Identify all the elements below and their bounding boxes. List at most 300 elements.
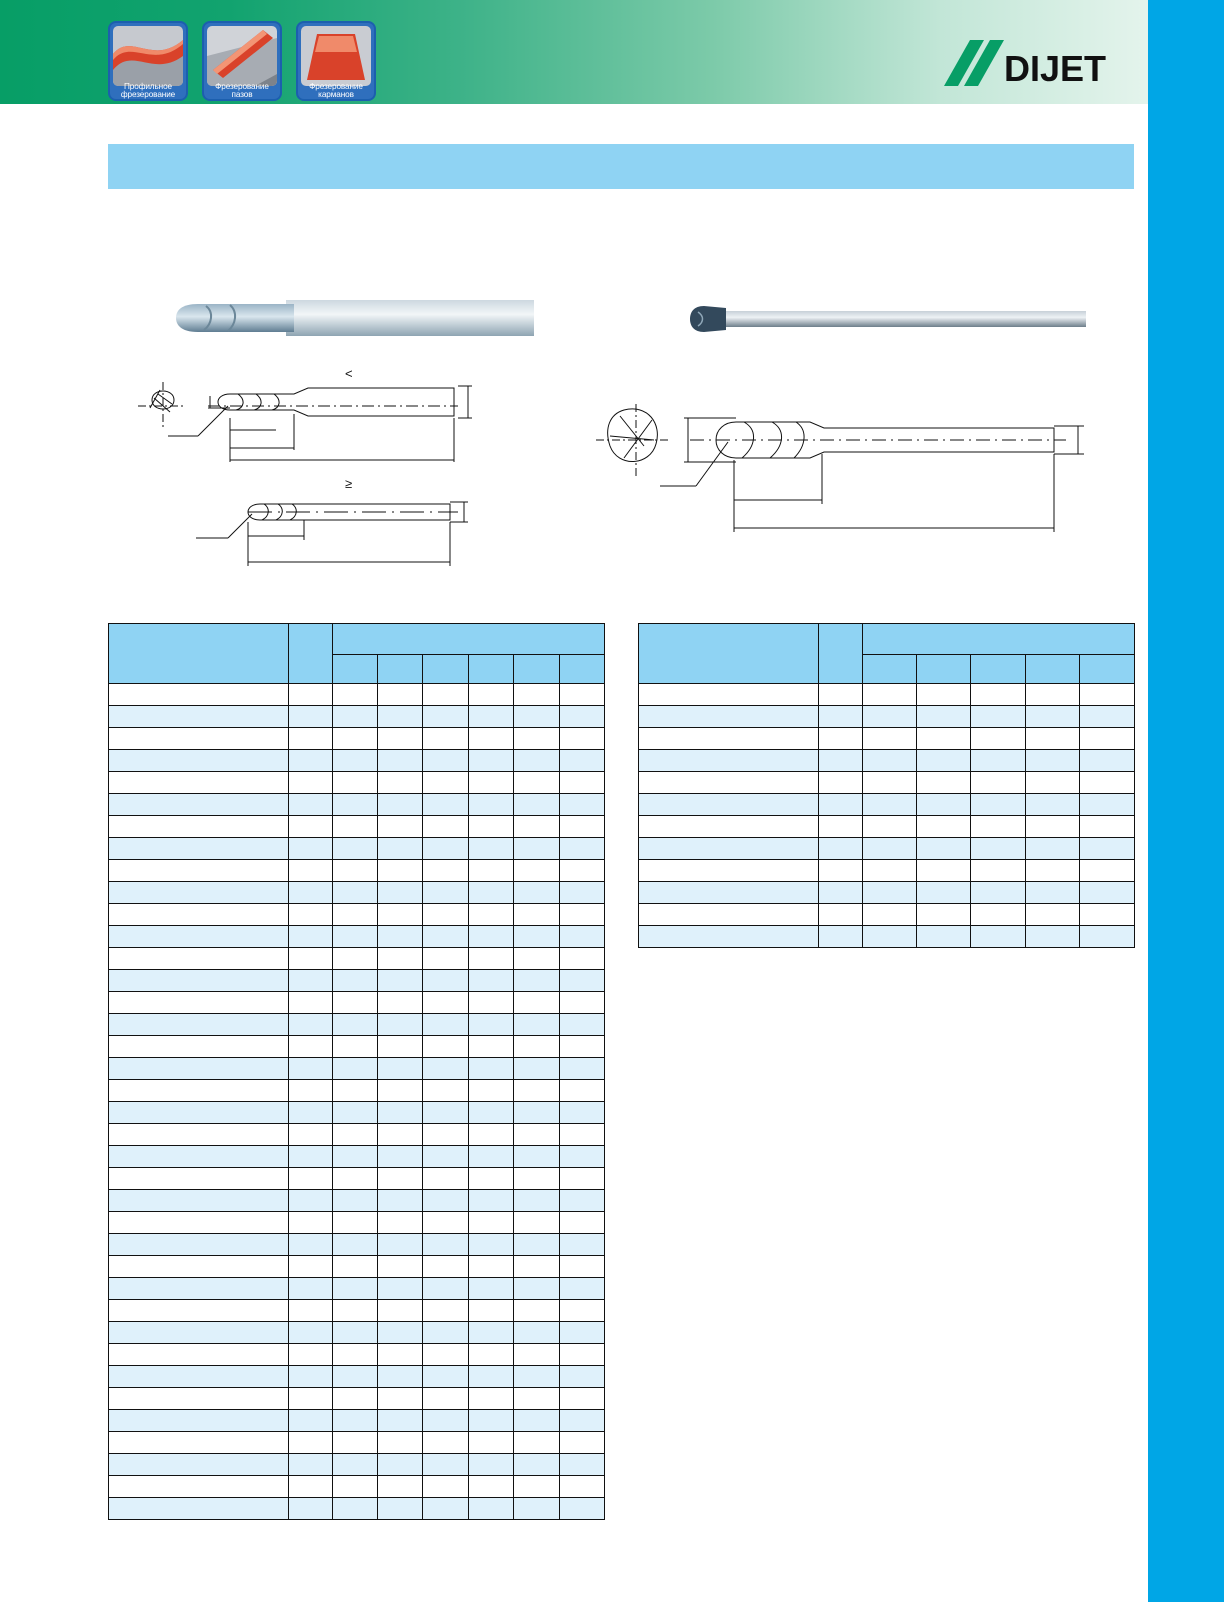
- right-subheader: [1026, 655, 1080, 684]
- right-table-cell: [863, 706, 917, 728]
- right-header-dimensions: [863, 624, 1135, 655]
- left-table-row: [109, 838, 605, 860]
- right-table-cell: [917, 838, 971, 860]
- left-table-cell: [469, 904, 514, 926]
- left-table-cell: [560, 926, 605, 948]
- left-table-row: [109, 1036, 605, 1058]
- right-table-cell: [1026, 684, 1080, 706]
- left-table-cell: [333, 1256, 378, 1278]
- technical-drawing-left: [138, 370, 478, 570]
- right-table-cell: [639, 926, 819, 948]
- left-table-cell: [469, 1322, 514, 1344]
- operation-label-profile: Профильное фрезерование: [120, 82, 176, 99]
- left-table-row: [109, 1146, 605, 1168]
- left-table-row: [109, 1300, 605, 1322]
- right-table-cell: [1026, 860, 1080, 882]
- right-table-cell: [1026, 750, 1080, 772]
- left-table-cell: [333, 728, 378, 750]
- left-table-cell: [469, 970, 514, 992]
- left-table-cell: [423, 1168, 469, 1190]
- right-table-row: [639, 838, 1135, 860]
- right-table-cell: [1080, 926, 1135, 948]
- left-table-cell: [560, 772, 605, 794]
- right-table-cell: [639, 904, 819, 926]
- left-table-cell: [469, 838, 514, 860]
- left-table-cell: [423, 970, 469, 992]
- left-table-cell: [109, 706, 289, 728]
- left-table-cell: [469, 1454, 514, 1476]
- left-table-cell: [560, 1366, 605, 1388]
- left-table-cell: [378, 1058, 423, 1080]
- right-table-cell: [1026, 772, 1080, 794]
- left-table-cell: [109, 728, 289, 750]
- right-table-cell: [639, 860, 819, 882]
- left-table-cell: [378, 1322, 423, 1344]
- right-table-cell: [819, 838, 863, 860]
- left-table-cell: [109, 1388, 289, 1410]
- left-table-cell: [109, 1102, 289, 1124]
- left-table-cell: [560, 1190, 605, 1212]
- left-table-cell: [378, 1146, 423, 1168]
- dijet-logo: [944, 38, 1136, 88]
- left-table-cell: [469, 948, 514, 970]
- left-table-cell: [378, 1410, 423, 1432]
- right-table-cell: [917, 926, 971, 948]
- left-table-cell: [333, 1366, 378, 1388]
- left-table-cell: [423, 1344, 469, 1366]
- left-table-row: [109, 1344, 605, 1366]
- left-table-cell: [469, 794, 514, 816]
- left-table-cell: [109, 970, 289, 992]
- right-table-cell: [819, 772, 863, 794]
- left-table-cell: [514, 1168, 560, 1190]
- left-table-cell: [423, 1366, 469, 1388]
- left-table-cell: [469, 728, 514, 750]
- left-table-cell: [109, 1322, 289, 1344]
- left-table-row: [109, 684, 605, 706]
- left-table-cell: [514, 1080, 560, 1102]
- left-table-cell: [109, 1300, 289, 1322]
- left-subheader: [560, 655, 605, 684]
- spec-table-right: [638, 623, 1135, 948]
- left-table-row: [109, 1432, 605, 1454]
- left-table-cell: [378, 1014, 423, 1036]
- left-table-cell: [378, 1190, 423, 1212]
- right-table-row: [639, 728, 1135, 750]
- left-table-cell: [333, 904, 378, 926]
- left-table-cell: [333, 1388, 378, 1410]
- left-table-cell: [333, 860, 378, 882]
- left-table-cell: [109, 794, 289, 816]
- left-table-cell: [109, 1344, 289, 1366]
- left-table-cell: [514, 1014, 560, 1036]
- left-table-cell: [378, 1476, 423, 1498]
- left-table-cell: [423, 1256, 469, 1278]
- left-table-cell: [333, 1300, 378, 1322]
- left-table-cell: [333, 1080, 378, 1102]
- left-table-row: [109, 816, 605, 838]
- right-table-cell: [1080, 882, 1135, 904]
- left-table-cell: [333, 1212, 378, 1234]
- left-table-cell: [469, 1344, 514, 1366]
- left-table-cell: [333, 1278, 378, 1300]
- left-table-cell: [514, 1036, 560, 1058]
- left-table-cell: [378, 1300, 423, 1322]
- title-band: [108, 144, 1134, 189]
- right-table-cell: [971, 684, 1026, 706]
- left-table-cell: [109, 772, 289, 794]
- left-table-cell: [469, 1212, 514, 1234]
- left-table-cell: [333, 772, 378, 794]
- left-table-row: [109, 772, 605, 794]
- logo-text: DIJET: [1004, 48, 1107, 88]
- right-table-cell: [639, 728, 819, 750]
- left-table-row: [109, 1322, 605, 1344]
- left-table-row: [109, 1014, 605, 1036]
- left-table-cell: [109, 684, 289, 706]
- left-table-cell: [514, 838, 560, 860]
- left-table-row: [109, 1388, 605, 1410]
- left-table-cell: [469, 1036, 514, 1058]
- left-table-cell: [469, 1476, 514, 1498]
- left-table-cell: [514, 1498, 560, 1520]
- spec-table-left: [108, 623, 605, 1520]
- left-table-cell: [469, 860, 514, 882]
- left-table-cell: [109, 926, 289, 948]
- left-table-cell: [560, 794, 605, 816]
- left-table-cell: [560, 1058, 605, 1080]
- left-table-cell: [560, 1388, 605, 1410]
- left-table-cell: [333, 882, 378, 904]
- left-table-cell: [333, 684, 378, 706]
- left-table-cell: [423, 904, 469, 926]
- left-table-cell: [423, 1300, 469, 1322]
- left-table-cell: [333, 1146, 378, 1168]
- right-table-cell: [1080, 794, 1135, 816]
- left-table-cell: [378, 1366, 423, 1388]
- right-table-cell: [917, 904, 971, 926]
- left-table-cell: [514, 772, 560, 794]
- right-table-cell: [1080, 772, 1135, 794]
- left-table-cell: [469, 1234, 514, 1256]
- left-table-cell: [423, 684, 469, 706]
- right-table-cell: [639, 794, 819, 816]
- left-table-cell: [378, 904, 423, 926]
- left-table-cell: [333, 1058, 378, 1080]
- right-table-cell: [1026, 794, 1080, 816]
- left-table-cell: [378, 1498, 423, 1520]
- left-table-row: [109, 1102, 605, 1124]
- left-header-stock: [289, 624, 333, 684]
- left-table-cell: [560, 1234, 605, 1256]
- right-table-cell: [819, 706, 863, 728]
- left-table-cell: [469, 772, 514, 794]
- right-table-cell: [917, 794, 971, 816]
- left-table-cell: [469, 992, 514, 1014]
- left-subheader: [378, 655, 423, 684]
- right-table-cell: [639, 882, 819, 904]
- right-subheader: [863, 655, 917, 684]
- left-table-cell: [514, 816, 560, 838]
- left-table-cell: [289, 882, 333, 904]
- technical-drawing-right: [596, 400, 1086, 540]
- right-subheader: [971, 655, 1026, 684]
- left-table-cell: [514, 882, 560, 904]
- left-table-cell: [560, 728, 605, 750]
- left-table-cell: [289, 1300, 333, 1322]
- left-table-cell: [333, 1124, 378, 1146]
- left-table-cell: [514, 1102, 560, 1124]
- left-table-cell: [469, 1278, 514, 1300]
- left-table-row: [109, 904, 605, 926]
- left-table-cell: [378, 838, 423, 860]
- left-table-cell: [289, 772, 333, 794]
- left-table-cell: [109, 948, 289, 970]
- left-table-cell: [423, 838, 469, 860]
- left-table-cell: [333, 838, 378, 860]
- slot-milling-icon: [207, 26, 277, 86]
- right-table-cell: [863, 772, 917, 794]
- right-table-cell: [819, 728, 863, 750]
- left-table-cell: [378, 926, 423, 948]
- left-table-cell: [109, 1146, 289, 1168]
- right-table-cell: [819, 904, 863, 926]
- left-table-cell: [423, 882, 469, 904]
- operation-icon-slot: [202, 21, 282, 101]
- right-table-cell: [819, 684, 863, 706]
- left-table-cell: [378, 1388, 423, 1410]
- right-table-cell: [639, 706, 819, 728]
- left-table-cell: [333, 706, 378, 728]
- right-table-cell: [917, 728, 971, 750]
- left-table-cell: [289, 1080, 333, 1102]
- left-table-cell: [109, 1234, 289, 1256]
- right-table-cell: [863, 926, 917, 948]
- right-table-row: [639, 860, 1135, 882]
- right-table-cell: [1026, 728, 1080, 750]
- left-table-cell: [289, 684, 333, 706]
- left-table-cell: [469, 1190, 514, 1212]
- right-table-cell: [863, 860, 917, 882]
- left-table-cell: [109, 1278, 289, 1300]
- left-table-cell: [289, 1366, 333, 1388]
- left-table-cell: [289, 904, 333, 926]
- left-table-cell: [560, 992, 605, 1014]
- right-table-cell: [1026, 816, 1080, 838]
- left-table-cell: [109, 1498, 289, 1520]
- left-table-cell: [333, 948, 378, 970]
- left-table-cell: [333, 970, 378, 992]
- left-table-cell: [109, 1256, 289, 1278]
- right-table-cell: [971, 882, 1026, 904]
- left-table-cell: [109, 838, 289, 860]
- left-table-cell: [560, 1278, 605, 1300]
- right-table-cell: [863, 728, 917, 750]
- left-table-cell: [514, 1322, 560, 1344]
- left-table-cell: [560, 948, 605, 970]
- left-table-cell: [109, 1080, 289, 1102]
- left-table-cell: [378, 728, 423, 750]
- right-table-cell: [917, 772, 971, 794]
- right-table-cell: [917, 860, 971, 882]
- left-table-row: [109, 948, 605, 970]
- left-table-row: [109, 992, 605, 1014]
- left-table-cell: [514, 1278, 560, 1300]
- left-table-cell: [378, 1168, 423, 1190]
- left-table-cell: [378, 1234, 423, 1256]
- left-table-row: [109, 1498, 605, 1520]
- left-table-cell: [423, 992, 469, 1014]
- right-table-cell: [971, 750, 1026, 772]
- drawing-mark-greater-equal: ≥: [345, 476, 353, 491]
- left-table-cell: [560, 860, 605, 882]
- left-table-cell: [423, 1190, 469, 1212]
- left-table-cell: [469, 1256, 514, 1278]
- right-table-cell: [863, 838, 917, 860]
- right-table-cell: [639, 816, 819, 838]
- left-table-cell: [378, 1036, 423, 1058]
- left-table-body: [109, 684, 605, 1520]
- left-table-cell: [423, 860, 469, 882]
- left-table-row: [109, 1080, 605, 1102]
- left-table-cell: [289, 816, 333, 838]
- left-table-cell: [109, 992, 289, 1014]
- right-table-cell: [819, 860, 863, 882]
- left-table-row: [109, 1168, 605, 1190]
- left-table-cell: [514, 794, 560, 816]
- left-table-cell: [423, 1080, 469, 1102]
- left-table-cell: [423, 1124, 469, 1146]
- left-table-cell: [560, 706, 605, 728]
- right-table-cell: [863, 794, 917, 816]
- left-table-cell: [469, 1432, 514, 1454]
- right-subheader: [1080, 655, 1135, 684]
- right-table-cell: [1080, 684, 1135, 706]
- left-table-cell: [423, 1036, 469, 1058]
- left-table-cell: [514, 706, 560, 728]
- left-table-cell: [423, 1212, 469, 1234]
- left-table-cell: [109, 1432, 289, 1454]
- right-table-row: [639, 794, 1135, 816]
- left-table-cell: [560, 1322, 605, 1344]
- left-table-cell: [333, 794, 378, 816]
- left-table-cell: [109, 860, 289, 882]
- left-table-cell: [378, 816, 423, 838]
- left-table-cell: [289, 1344, 333, 1366]
- left-table-cell: [333, 750, 378, 772]
- left-table-cell: [378, 1080, 423, 1102]
- left-table-cell: [423, 1454, 469, 1476]
- left-table-cell: [333, 1234, 378, 1256]
- left-table-cell: [109, 1058, 289, 1080]
- left-table-cell: [423, 926, 469, 948]
- left-table-cell: [514, 1454, 560, 1476]
- left-table-cell: [378, 1278, 423, 1300]
- left-header-designation: [109, 624, 289, 684]
- left-table-cell: [109, 882, 289, 904]
- left-table-cell: [333, 1168, 378, 1190]
- right-table-cell: [1080, 816, 1135, 838]
- drawing-mark-less: <: [345, 370, 353, 381]
- right-subheader: [917, 655, 971, 684]
- left-table-cell: [514, 1344, 560, 1366]
- left-table-cell: [423, 772, 469, 794]
- right-header-designation: [639, 624, 819, 684]
- right-table-cell: [917, 882, 971, 904]
- right-table-cell: [971, 794, 1026, 816]
- right-table-cell: [1026, 904, 1080, 926]
- left-table-cell: [289, 948, 333, 970]
- left-table-cell: [289, 1454, 333, 1476]
- left-table-row: [109, 1190, 605, 1212]
- right-table-cell: [819, 750, 863, 772]
- left-table-cell: [514, 1124, 560, 1146]
- left-table-cell: [378, 948, 423, 970]
- left-table-cell: [560, 838, 605, 860]
- left-table-cell: [333, 1014, 378, 1036]
- left-table-cell: [560, 1410, 605, 1432]
- left-table-cell: [514, 860, 560, 882]
- left-table-cell: [469, 1102, 514, 1124]
- right-table-cell: [917, 816, 971, 838]
- left-table-cell: [378, 1256, 423, 1278]
- left-table-cell: [469, 1388, 514, 1410]
- left-table-cell: [109, 1124, 289, 1146]
- left-table-cell: [289, 1146, 333, 1168]
- left-table-cell: [333, 1036, 378, 1058]
- left-table-cell: [423, 1278, 469, 1300]
- left-table-cell: [289, 838, 333, 860]
- left-table-cell: [469, 1168, 514, 1190]
- left-table-cell: [289, 1102, 333, 1124]
- left-table-cell: [514, 1212, 560, 1234]
- left-table-cell: [289, 970, 333, 992]
- left-table-cell: [514, 1476, 560, 1498]
- left-table-cell: [289, 1322, 333, 1344]
- left-table-cell: [469, 926, 514, 948]
- left-table-cell: [333, 1476, 378, 1498]
- right-table-cell: [863, 684, 917, 706]
- right-table-cell: [971, 706, 1026, 728]
- right-table-cell: [1026, 926, 1080, 948]
- left-table-cell: [109, 1366, 289, 1388]
- left-table-cell: [560, 1080, 605, 1102]
- left-table-cell: [333, 1454, 378, 1476]
- left-subheader: [514, 655, 560, 684]
- left-table-cell: [333, 926, 378, 948]
- left-table-cell: [560, 1498, 605, 1520]
- left-table-row: [109, 1058, 605, 1080]
- left-table-cell: [378, 1454, 423, 1476]
- right-table-cell: [971, 904, 1026, 926]
- right-table-cell: [863, 816, 917, 838]
- left-table-row: [109, 882, 605, 904]
- pocket-milling-icon: [301, 26, 371, 86]
- left-table-cell: [289, 706, 333, 728]
- left-table-cell: [423, 1388, 469, 1410]
- right-table-row: [639, 772, 1135, 794]
- left-table-cell: [514, 1146, 560, 1168]
- left-table-cell: [514, 992, 560, 1014]
- left-table-cell: [109, 1212, 289, 1234]
- left-table-cell: [333, 816, 378, 838]
- left-table-cell: [378, 1124, 423, 1146]
- right-table-cell: [971, 838, 1026, 860]
- left-table-cell: [560, 904, 605, 926]
- left-table-cell: [469, 1410, 514, 1432]
- right-table-cell: [639, 772, 819, 794]
- left-table-cell: [289, 992, 333, 1014]
